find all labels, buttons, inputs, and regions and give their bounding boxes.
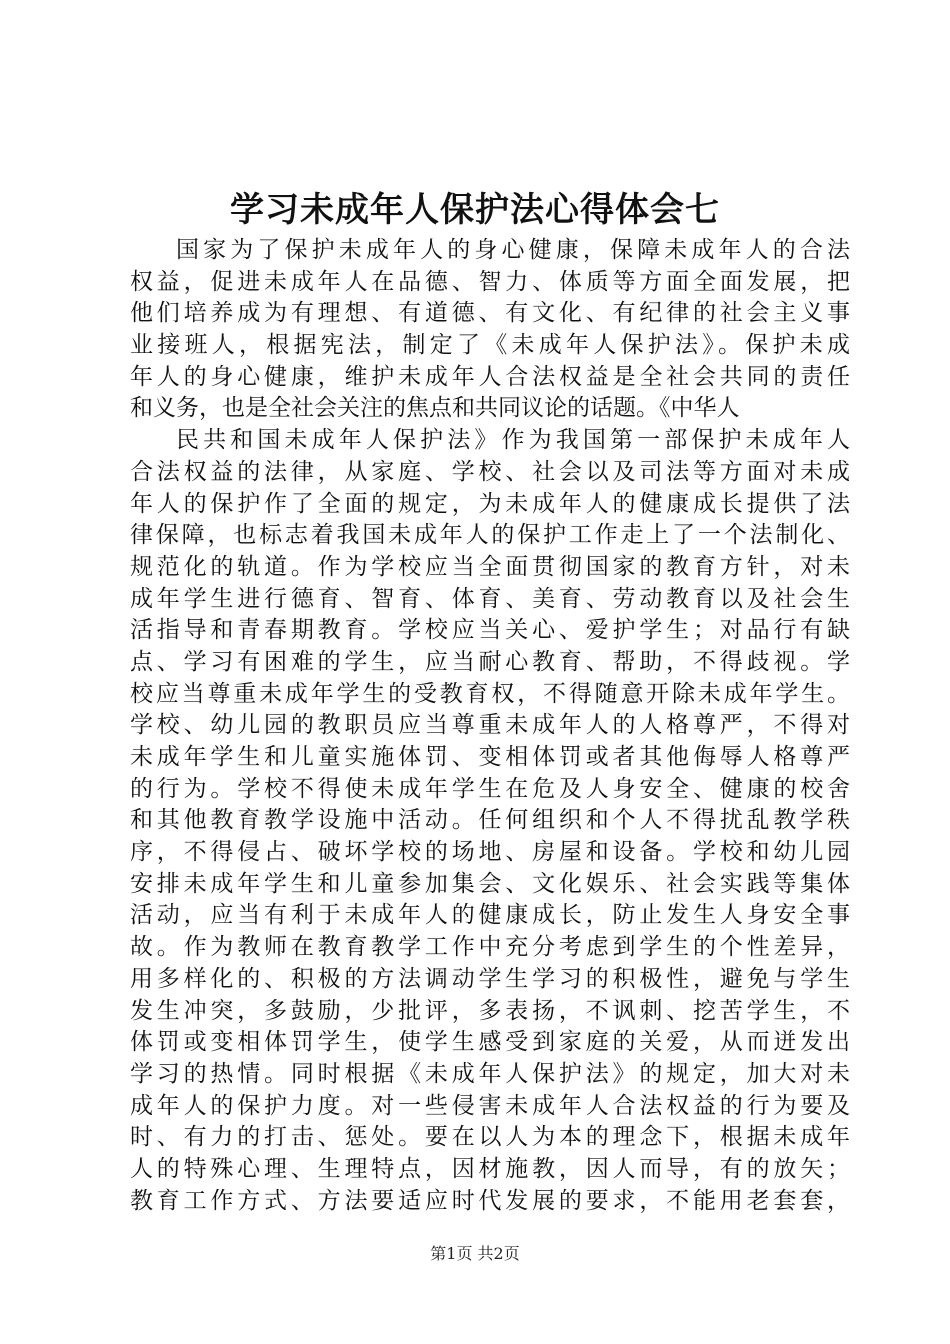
- text-line: 成年学生进行德育、智育、体育、美育、劳动教育以及社会生: [130, 585, 850, 612]
- text-line: 权益，促进未成年人在品德、智力、体质等方面全面发展，把: [130, 268, 850, 295]
- text-line: 时、有力的打击、惩处。要在以人为本的理念下，根据未成年: [130, 1124, 850, 1151]
- text-line: 业接班人，根据宪法，制定了《未成年人保护法》。保护未成: [130, 332, 850, 359]
- text-line: 民共和国未成年人保护法》作为我国第一部保护未成年人: [176, 427, 850, 454]
- text-line: 国家为了保护未成年人的身心健康，保障未成年人的合法: [176, 237, 850, 263]
- page-number-footer: 第1页 共2页: [430, 1244, 520, 1263]
- text-line: 成年人的保护力度。对一些侵害未成年人合法权益的行为要及: [130, 1092, 850, 1119]
- text-line: 合法权益的法律，从家庭、学校、社会以及司法等方面对未成: [130, 458, 850, 485]
- text-line: 年人的保护作了全面的规定，为未成年人的健康成长提供了法: [130, 490, 850, 517]
- text-line: 他们培养成为有理想、有道德、有文化、有纪律的社会主义事: [130, 300, 850, 327]
- text-line: 和义务，也是全社会关注的焦点和共同议论的话题。《中华人: [130, 395, 740, 422]
- text-line: 学习的热情。同时根据《未成年人保护法》的规定，加大对未: [130, 1060, 850, 1087]
- text-line: 序，不得侵占、破坏学校的场地、房屋和设备。学校和幼儿园: [130, 839, 850, 866]
- text-line: 规范化的轨道。作为学校应当全面贯彻国家的教育方针，对未: [130, 553, 850, 580]
- text-line: 活动，应当有利于未成年人的健康成长，防止发生人身安全事: [130, 902, 850, 929]
- text-line: 安排未成年学生和儿童参加集会、文化娱乐、社会实践等集体: [130, 870, 850, 897]
- text-line: 发生冲突，多鼓励，少批评，多表扬，不讽刺、挖苦学生，不: [130, 997, 850, 1024]
- text-line: 律保障，也标志着我国未成年人的保护工作走上了一个法制化、: [130, 522, 850, 549]
- text-line: 学校、幼儿园的教职员应当尊重未成年人的人格尊严，不得对: [130, 712, 850, 739]
- text-line: 点、学习有困难的学生，应当耐心教育、帮助，不得歧视。学: [130, 648, 850, 675]
- text-line: 年人的身心健康，维护未成年人合法权益是全社会共同的责任: [130, 363, 850, 390]
- text-line: 活指导和青春期教育。学校应当关心、爱护学生；对品行有缺: [130, 617, 850, 644]
- text-line: 未成年学生和儿童实施体罚、变相体罚或者其他侮辱人格尊严: [130, 744, 850, 770]
- text-line: 人的特殊心理、生理特点，因材施教，因人而导，有的放矢；: [130, 1155, 850, 1182]
- text-line: 校应当尊重未成年学生的受教育权，不得随意开除未成年学生。: [130, 680, 850, 707]
- text-line: 用多样化的、积极的方法调动学生学习的积极性，避免与学生: [130, 965, 850, 992]
- text-line: 和其他教育教学设施中活动。任何组织和个人不得扰乱教学秩: [130, 807, 850, 834]
- text-line: 的行为。学校不得使未成年学生在危及人身安全、健康的校舍: [130, 775, 850, 802]
- text-line: 体罚或变相体罚学生，使学生感受到家庭的关爱，从而迸发出: [130, 1029, 850, 1056]
- page-title: 学习未成年人保护法心得体会七: [230, 190, 720, 230]
- text-line: 故。作为教师在教育教学工作中充分考虑到学生的个性差异，: [130, 934, 850, 961]
- document-body: [130, 235, 850, 1217]
- text-line: 教育工作方式、方法要适应时代发展的要求，不能用老套套，: [130, 1187, 850, 1214]
